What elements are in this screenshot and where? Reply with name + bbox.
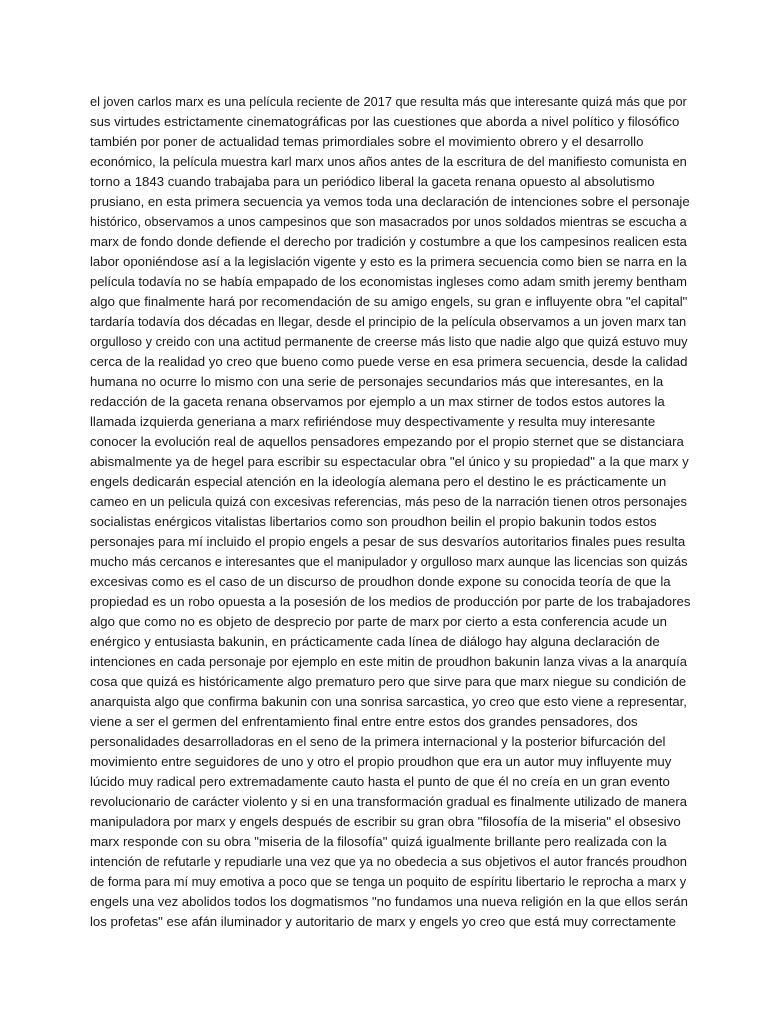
text-line: prusiano, en esta primera secuencia ya vemos toda una declaración de intenciones sobre el personaje — [90, 194, 690, 209]
text-line: cerca de la realidad yo creo que bueno como puede verse en esa primera secuencia, desde la calidad — [90, 354, 688, 369]
text-line: torno a 1843 cuando trabajaba para un periódico liberal la gaceta renana opuesto al absolutismo — [90, 174, 655, 189]
text-line: algo que como no es objeto de desprecio por parte de marx por cierto a esta conferencia acude un — [90, 614, 667, 629]
text-line: de forma para mí muy emotiva a poco que se tenga un poquito de espíritu libertario le reprocha a marx y — [90, 874, 687, 889]
text-line: viene a ser el germen del enfrentamiento final entre entre estos dos grandes pensadores, dos — [90, 714, 638, 729]
text-line: revolucionario de carácter violento y si en una transformación gradual es finalmente utilizado de manera — [90, 794, 687, 809]
text-line: llamada izquierda generiana a marx refiriéndose muy despectivamente y resulta muy interesante — [90, 414, 656, 429]
text-line: intenciones en cada personaje por ejemplo en este mitin de proudhon bakunin lanza vivas a la anarquía — [90, 654, 687, 669]
text-line: propiedad es un robo opuesta a la posesión de los medios de producción por parte de los trabajadores — [90, 594, 690, 609]
text-line: película todavía no se había empapado de los economistas ingleses como adam smith jeremy bentham — [90, 274, 687, 289]
text-line: sus virtudes estrictamente cinematográficas por las cuestiones que aborda a nivel político y filosófico — [90, 114, 680, 129]
text-line: engels dedicarán especial atención en la ideología alemana pero el destino le es prácticamente un — [90, 474, 667, 489]
text-line: marx de fondo donde defiende el derecho por tradición y costumbre a que los campesinos realicen esta — [90, 234, 687, 249]
text-line: personajes para mí incluido el propio engels a pesar de sus desvaríos autoritarios finales pues resulta — [90, 534, 686, 549]
text-line: abismalmente ya de hegel para escribir su espectacular obra "el único y su propiedad" a la que marx y — [90, 454, 689, 469]
text-line: también por poner de actualidad temas primordiales sobre el movimiento obrero y el desarrollo — [90, 134, 644, 149]
text-line: excesivas como es el caso de un discurso de proudhon donde expone su conocida teoría de que la — [90, 574, 671, 589]
text-line: lúcido muy radical pero extremadamente cauto hasta el punto de que él no creía en un gran evento — [90, 774, 670, 789]
text-line: intención de refutarle y repudiarle una vez que ya no obedecia a sus objetivos el autor francés proudhon — [90, 854, 687, 869]
text-line: algo que finalmente hará por recomendación de su amigo engels, su gran e influyente obra "el capital" — [90, 294, 688, 309]
text-line: redacción de la gaceta renana observamos por ejemplo a un max stirner de todos estos autores la — [90, 394, 665, 409]
text-line: cameo en un pelicula quizá con excesivas referencias, más peso de la narración tienen otros personajes — [90, 494, 687, 509]
text-line: los profetas" ese afán iluminador y autoritario de marx y engels yo creo que está muy correctamente — [90, 914, 676, 929]
text-line: mucho más cercanos e interesantes que el manipulador y orgulloso marx aunque las licencias son quizás — [90, 554, 688, 569]
text-line: labor oponiéndose así a la legislación vigente y esto es la primera secuencia como bien se narra en la — [90, 254, 687, 269]
text-line: manipuladora por marx y engels después de escribir su gran obra "filosofía de la miseria" el obsesivo — [90, 814, 681, 829]
text-line: engels una vez abolidos todos los dogmatismos "no fundamos una nueva religión en la que ellos serán — [90, 894, 688, 909]
text-line: histórico, observamos a unos campesinos que son masacrados por unos soldados mientras se escucha a — [90, 214, 687, 229]
text-line: cosa que quizá es históricamente algo prematuro pero que sirve para que marx niegue su condición de — [90, 674, 687, 689]
text-line: anarquista algo que confirma bakunin con una sonrisa sarcastica, yo creo que esto viene a representar, — [90, 694, 687, 709]
text-line: movimiento entre seguidores de uno y otro el propio proudhon que era un autor muy influyente muy — [90, 754, 672, 769]
text-line: marx responde con su obra "miseria de la filosofía" quizá igualmente brillante pero realizada con la — [90, 834, 667, 849]
text-line: humana no ocurre lo mismo con una serie de personajes secundarios más que interesantes, en la — [90, 374, 664, 389]
text-line: tardaría todavía dos décadas en llegar, desde el principio de la película observamos a un joven marx tan — [90, 314, 687, 329]
text-line: conocer la evolución real de aquellos pensadores empezando por el propio sternet que se distanciara — [90, 434, 684, 449]
text-line: personalidades desarrolladoras en el seno de la primera internacional y la posterior bifurcación del — [90, 734, 666, 749]
text-line: enérgico y entusiasta bakunin, en prácticamente cada línea de diálogo hay alguna declaración de — [90, 634, 660, 649]
text-line: orgulloso y creido con una actitud permanente de creerse más listo que nadie algo que quizá estuvo muy — [90, 334, 688, 349]
body-text — [90, 92, 690, 932]
text-line: el joven carlos marx es una película reciente de 2017 que resulta más que interesante quizá más que por — [90, 94, 687, 109]
text-line: económico, la película muestra karl marx unos años antes de la escritura de del manifiesto comunista en — [90, 154, 687, 169]
text-line: socialistas enérgicos vitalistas libertarios como son proudhon beilin el propio bakunin todos estos — [90, 514, 657, 529]
